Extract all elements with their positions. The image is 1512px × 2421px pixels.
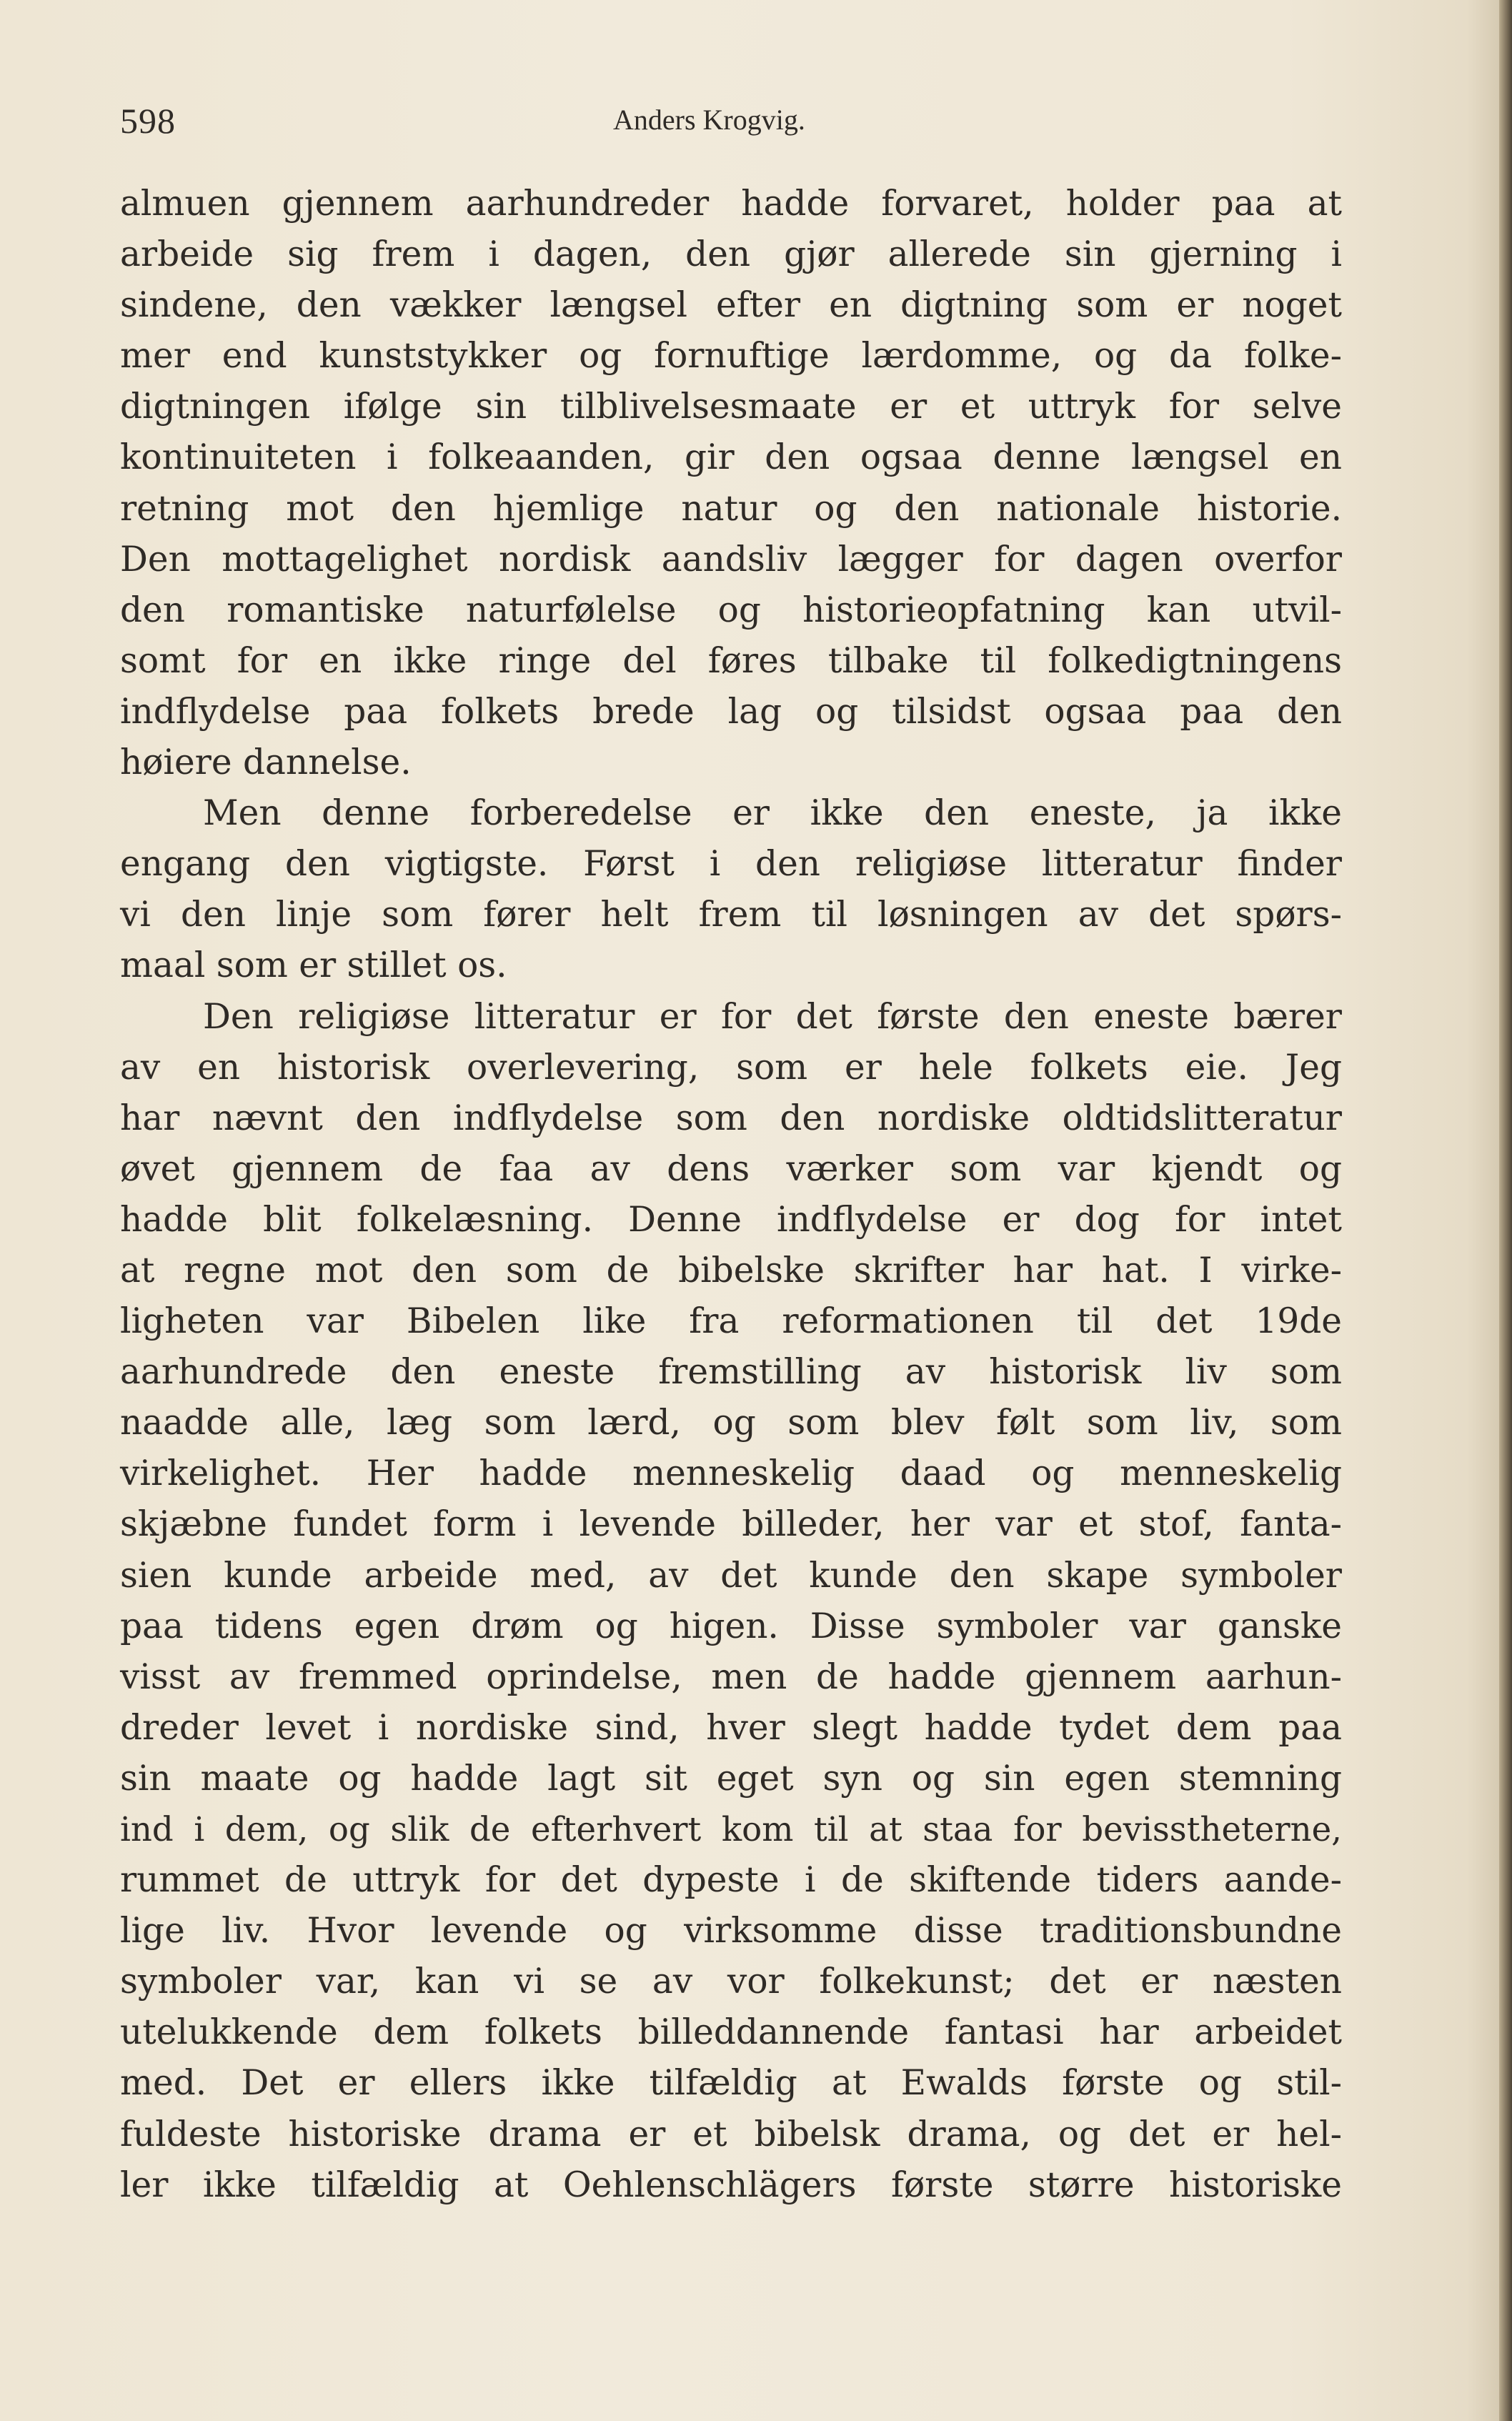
text-line: sien kunde arbeide med, av det kunde den skape symboler (120, 1555, 1342, 1596)
body-text (120, 179, 1342, 2211)
text-line: sindene, den vækker længsel efter en digtning som er noget (120, 285, 1342, 326)
text-line: fuldeste historiske drama er et bibelsk drama, og det er hel- (120, 2114, 1342, 2154)
text-line: arbeide sig frem i dagen, den gjør allerede sin gjerning i (120, 234, 1342, 275)
page-header (120, 94, 1342, 144)
text-line: aarhundrede den eneste fremstilling av historisk liv som (120, 1352, 1342, 1393)
text-line: indflydelse paa folkets brede lag og tilsidst ogsaa paa den (120, 691, 1342, 732)
text-line: digtningen ifølge sin tilblivelsesmaate er et uttryk for selve (120, 387, 1342, 427)
text-line: ligheten var Bibelen like fra reformationen til det 19de (120, 1301, 1342, 1342)
text-line: kontinuiteten i folkeaanden, gir den ogsaa denne længsel en (120, 437, 1342, 478)
text-line: somt for en ikke ringe del føres tilbake til folkedigtningens (120, 640, 1342, 681)
text-line: almuen gjennem aarhundreder hadde forvaret, holder paa at (120, 184, 1342, 224)
text-line: rummet de uttryk for det dypeste i de skiftende tiders aande- (120, 1860, 1342, 1901)
text-line: retning mot den hjemlige natur og den nationale historie. (120, 488, 1342, 529)
text-line: skjæbne fundet form i levende billeder, her var et stof, fanta- (120, 1504, 1342, 1545)
text-line: ind i dem, og slik de efterhvert kom til at staa for bevisstheterne, (120, 1810, 1342, 1849)
text-line: høiere dannelse. (120, 742, 412, 783)
text-line: engang den vigtigste. Først i den religiøse litteratur finder (120, 844, 1342, 885)
text-line: lige liv. Hvor levende og virksomme disse traditionsbundne (120, 1911, 1342, 1952)
text-line: virkelighet. Her hadde menneskelig daad og menneskelig (120, 1453, 1342, 1494)
text-line: paa tidens egen drøm og higen. Disse symboler var ganske (120, 1606, 1342, 1646)
text-line: symboler var, kan vi se av vor folkekunst; det er næsten (120, 1962, 1342, 2002)
text-line: av en historisk overlevering, som er hele folkets eie. Jeg (120, 1047, 1342, 1088)
page-number: 598 (120, 101, 176, 141)
text-line: dreder levet i nordiske sind, hver slegt hadde tydet dem paa (120, 1707, 1342, 1748)
text-line: Den religiøse litteratur er for det første den eneste bærer (203, 996, 1342, 1037)
text-line: utelukkende dem folkets billeddannende fantasi har arbeidet (120, 2012, 1342, 2053)
text-line: Den mottagelighet nordisk aandsliv lægger for dagen overfor (120, 539, 1342, 580)
text-line: ler ikke tilfældig at Oehlenschlägers første større historiske (120, 2164, 1342, 2205)
text-line: den romantiske naturfølelse og historieopfatning kan utvil- (120, 590, 1342, 630)
book-spine-shadow (1499, 0, 1512, 2421)
text-line: visst av fremmed oprindelse, men de hadde gjennem aarhun- (120, 1656, 1342, 1697)
text-line: naadde alle, læg som lærd, og som blev følt som liv, som (120, 1403, 1342, 1443)
text-line: med. Det er ellers ikke tilfældig at Ewalds første og stil- (120, 2063, 1342, 2104)
text-line: hadde blit folkelæsning. Denne indflydelse er dog for intet (120, 1199, 1342, 1240)
text-line: maal som er stillet os. (120, 945, 507, 986)
text-line: har nævnt den indflydelse som den nordiske oldtidslitteratur (120, 1098, 1342, 1138)
text-line: Men denne forberedelse er ikke den eneste, ja ikke (203, 793, 1342, 834)
text-line: vi den linje som fører helt frem til løsningen av det spørs- (120, 895, 1342, 935)
text-line: at regne mot den som de bibelske skrifter har hat. I virke- (120, 1250, 1342, 1291)
text-line: sin maate og hadde lagt sit eget syn og sin egen stemning (120, 1758, 1342, 1799)
text-line: øvet gjennem de faa av dens værker som var kjendt og (120, 1148, 1342, 1189)
running-head: Anders Krogvig. (613, 104, 805, 136)
text-line: mer end kunststykker og fornuftige lærdomme, og da folke- (120, 336, 1342, 377)
